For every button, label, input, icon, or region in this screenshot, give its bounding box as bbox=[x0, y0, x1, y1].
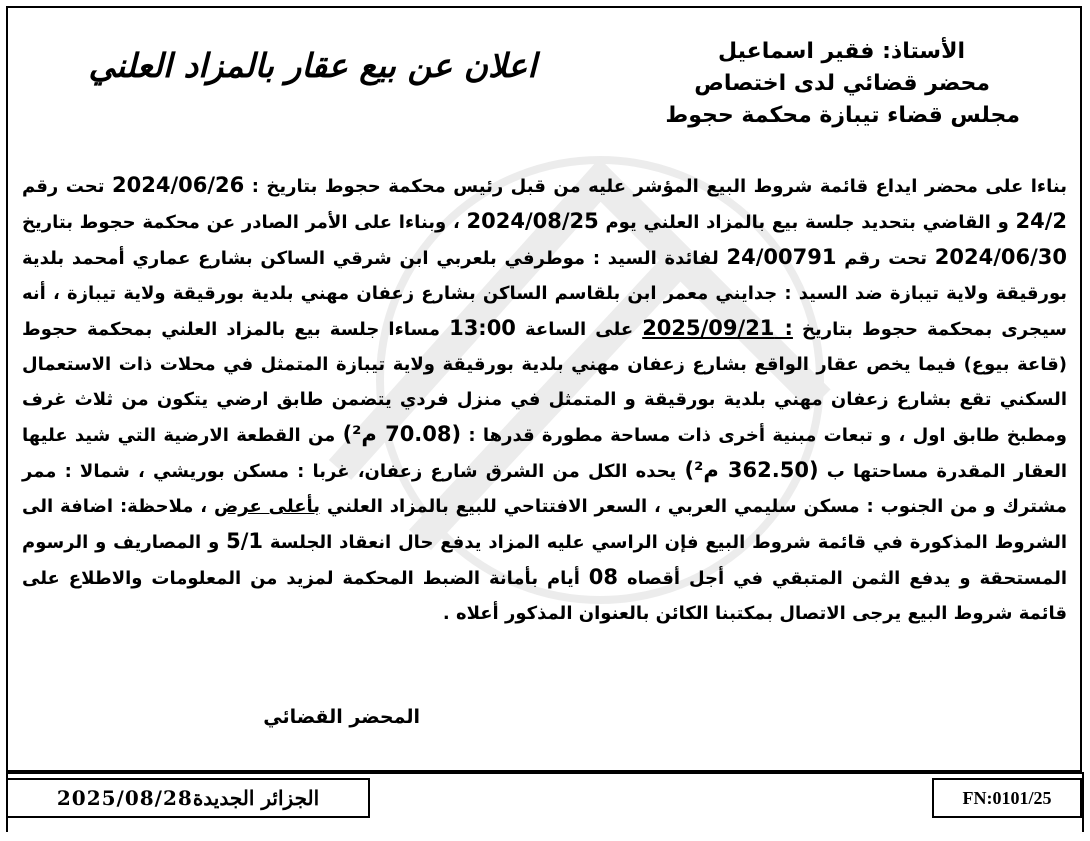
body-text-segment: تحت رقم bbox=[836, 248, 935, 269]
body-text-segment: و المصاريف و الرسوم المستحقة و يدفع الثمن المتبقي في أجل أقصاه bbox=[22, 532, 1067, 589]
newspaper-box bbox=[6, 778, 370, 818]
auction-date: : 2025/09/21 bbox=[642, 316, 793, 340]
deposit-date: 2024/06/26 bbox=[112, 173, 245, 197]
body-text-segment: بناءا على محضر ايداع قائمة شروط البيع المؤشر عليه من قبل رئيس محكمة حجوط بتاريخ : bbox=[244, 176, 1067, 197]
right-edge-rule bbox=[1082, 772, 1084, 832]
body-text-segment: ، ملاحظة: اضافة الى الشروط المذكورة في قائمة شروط البيع فإن الراسي عليه المزاد يدفع حال انعقاد الجلسة bbox=[22, 496, 1067, 553]
order-date: 2024/06/30 bbox=[934, 245, 1067, 269]
bailiff-name: الأستاذ: فقير اسماعيل bbox=[718, 39, 965, 64]
built-area: (70.08 م²) bbox=[342, 422, 462, 446]
signature: المحضر القضائي bbox=[263, 706, 420, 728]
body-text-segment: ، وبناءا على الأمر الصادر عن محكمة حجوط بتاريخ bbox=[22, 212, 467, 233]
body-text-segment: من القطعة الارضية التي شيد عليها العقار المقدرة مساحتها ب bbox=[22, 425, 1068, 482]
body-text-segment: لفائدة السيد : موطرفي بلعربي ابن شرقي الساكن بشارع عماري أمحمد بلدية بورقيقة ولاية تيبازة ضد السيد : جدايني معمر ابن بلقاسم الساكن بشارع زعفان مهني بلدية بورقيقة ولاية تيبازة ، أنه سيجرى بمحكمة حجوط بتاريخ bbox=[22, 248, 1068, 340]
body-text-segment: أيام بأمانة الضبط المحكمة لمزيد من المعلومات والاطلاع على قائمة شروط البيع يرجى الاتصال بمكتبنا الكائن بالعنوان المذكور أعلاه . bbox=[22, 568, 1067, 624]
bailiff-header bbox=[600, 36, 1020, 132]
bailiff-role: محضر قضائي لدى اختصاص bbox=[694, 71, 990, 96]
reference-number: FN:0101/25 bbox=[962, 787, 1052, 808]
bailiff-jurisdiction: مجلس قضاء تيبازة محكمة حجوط bbox=[665, 103, 1020, 128]
order-number: 24/00791 bbox=[726, 245, 837, 269]
auction-time: 13:00 bbox=[449, 316, 516, 340]
body-text-segment: تحت رقم bbox=[22, 176, 113, 197]
notice-body bbox=[22, 168, 1067, 631]
reference-box bbox=[932, 778, 1082, 818]
land-area: (362.50 م²) bbox=[684, 458, 819, 482]
opening-price: بأعلى عرض bbox=[214, 496, 321, 517]
deposit-number: 24/2 bbox=[1015, 209, 1068, 233]
first-session-date: 2024/08/25 bbox=[466, 209, 599, 233]
newspaper-name: الجزائر الجديدة bbox=[192, 786, 320, 810]
footer-divider bbox=[6, 772, 1084, 774]
notice-title: اعلان عن بيع عقار بالمزاد العلني bbox=[88, 46, 537, 85]
session-fraction: 5/1 bbox=[226, 529, 264, 553]
body-text-segment: يحده الكل من الشرق شارع زعفان، غربا : مسكن بوريشي ، شمالا : ممر مشترك و من الجنوب : مسكن سليمي العربي ، السعر الافتتاحي للبيع بالمزاد العلني bbox=[22, 461, 1067, 517]
body-text-segment: على الساعة bbox=[515, 319, 643, 340]
body-text-segment: مساءا جلسة بيع بالمزاد العلني بمحكمة حجوط (قاعة بيوع) فيما يخص عقار الواقع بشارع زعفان مهني بلدية بورقيقة ولاية تيبازة المتمثل في محلات ذات الاستعمال السكني تقع بشارع زعفان مهني بلدية بورقيقة و المتمثل في منزل فردي يتضمن طابق ارضي يتكون من ثلاث غرف ومطبخ طابق اول ، و تبعات مبنية أخرى ذات مساحة مطورة قدرها : bbox=[22, 319, 1067, 446]
body-text-segment: و القاضي بتحديد جلسة بيع بالمزاد العلني يوم bbox=[598, 212, 1016, 233]
publication-date: 2025/08/28 bbox=[56, 786, 193, 810]
days-count: 08 bbox=[588, 565, 619, 589]
